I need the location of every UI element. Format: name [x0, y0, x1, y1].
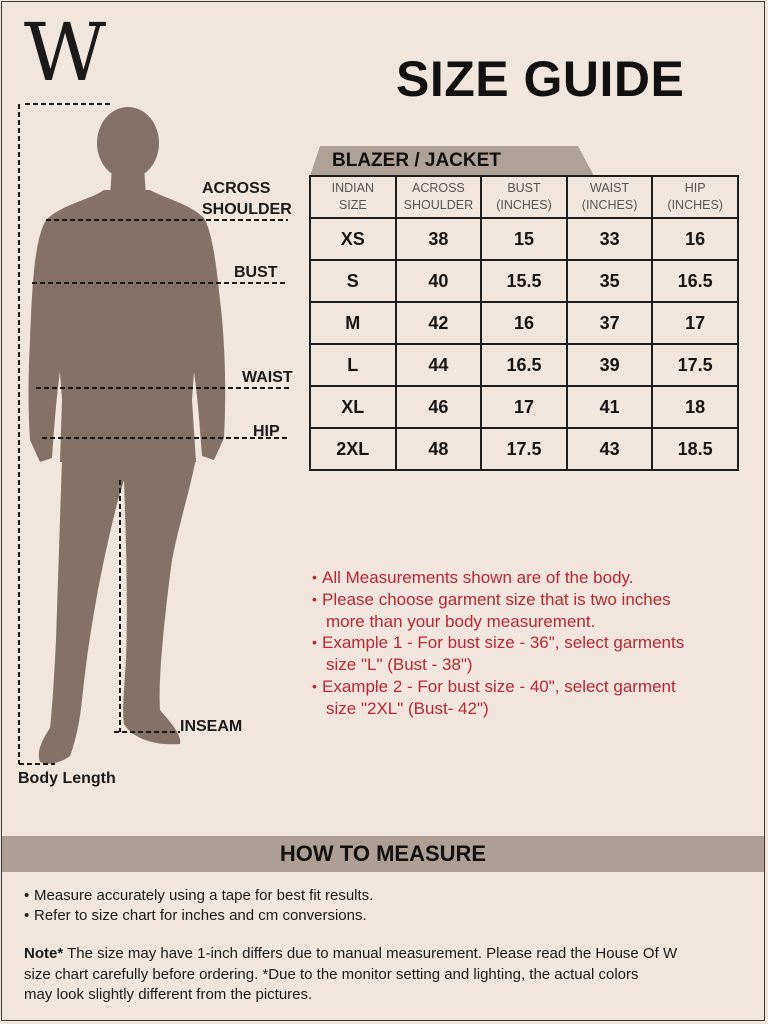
table-cell: 42 — [396, 302, 482, 344]
header-bust: BUST (INCHES) — [481, 176, 567, 218]
header-waist: WAIST (INCHES) — [567, 176, 653, 218]
header-hip: HIP (INCHES) — [652, 176, 738, 218]
table-cell: 17.5 — [481, 428, 567, 470]
category-label: BLAZER / JACKET — [332, 150, 501, 171]
note-line: The size may have 1-inch differs due to manual measurement. Please read the House Of W — [63, 945, 678, 962]
table-header-row — [310, 176, 738, 218]
table-cell: 33 — [567, 218, 653, 260]
table-cell: 39 — [567, 344, 653, 386]
note-item: • Please choose garment size that is two inches more than your body measurement. — [312, 589, 752, 633]
table-cell: XL — [310, 386, 396, 428]
table-cell: 16 — [481, 302, 567, 344]
measurement-notes — [312, 567, 752, 720]
table-cell: 46 — [396, 386, 482, 428]
how-to-measure-header — [2, 836, 764, 872]
table-cell: 17 — [481, 386, 567, 428]
table-row — [310, 386, 738, 428]
how-to-measure-title: HOW TO MEASURE — [279, 841, 487, 866]
table-cell: 35 — [567, 260, 653, 302]
human-silhouette — [29, 107, 226, 764]
disclaimer-note — [24, 944, 750, 1006]
label-bust: BUST — [234, 264, 278, 281]
label-hip: HIP — [253, 423, 280, 440]
table-row — [310, 260, 738, 302]
size-table — [309, 175, 739, 471]
table-cell: 18.5 — [652, 428, 738, 470]
table-row — [310, 302, 738, 344]
table-cell: 41 — [567, 386, 653, 428]
label-body-length: Body Length — [18, 770, 116, 787]
note-line: size chart carefully before ordering. *Due to the monitor setting and lighting, the actual colors — [24, 965, 639, 983]
how-to-measure-list — [24, 886, 744, 926]
label-across-shoulder: ACROSS SHOULDER — [202, 180, 292, 218]
table-row — [310, 428, 738, 470]
table-cell: S — [310, 260, 396, 302]
table-cell: 15 — [481, 218, 567, 260]
table-cell: 17 — [652, 302, 738, 344]
table-cell: 38 — [396, 218, 482, 260]
list-item: • Refer to size chart for inches and cm conversions. — [24, 906, 744, 926]
note-label: Note* — [24, 945, 64, 962]
body-measurement-figure — [0, 0, 310, 800]
list-item: • Measure accurately using a tape for best fit results. — [24, 886, 744, 906]
table-row — [310, 344, 738, 386]
table-cell: 17.5 — [652, 344, 738, 386]
header-across-shoulder: ACROSS SHOULDER — [396, 176, 482, 218]
table-cell: 43 — [567, 428, 653, 470]
svg-text:W: W — [23, 8, 107, 88]
table-cell: 16.5 — [652, 260, 738, 302]
category-tab — [310, 146, 594, 176]
table-cell: 37 — [567, 302, 653, 344]
note-item: • All Measurements shown are of the body. — [312, 567, 752, 589]
table-row — [310, 218, 738, 260]
header-indian-size: INDIAN SIZE — [310, 176, 396, 218]
note-item: • Example 2 - For bust size - 40", select garment size "2XL" (Bust- 42") — [312, 676, 752, 720]
table-cell: 44 — [396, 344, 482, 386]
table-cell: 16.5 — [481, 344, 567, 386]
table-cell: 2XL — [310, 428, 396, 470]
table-cell: 48 — [396, 428, 482, 470]
note-item: • Example 1 - For bust size - 36", select garments size "L" (Bust - 38") — [312, 632, 752, 676]
table-cell: M — [310, 302, 396, 344]
table-cell: 15.5 — [481, 260, 567, 302]
table-cell: 18 — [652, 386, 738, 428]
label-waist: WAIST — [242, 369, 293, 386]
table-cell: 16 — [652, 218, 738, 260]
label-inseam: INSEAM — [180, 718, 243, 735]
note-line: may look slightly different from the pictures. — [24, 986, 313, 1003]
table-cell: XS — [310, 218, 396, 260]
page-title: SIZE GUIDE — [396, 51, 685, 107]
table-cell: L — [310, 344, 396, 386]
table-cell: 40 — [396, 260, 482, 302]
